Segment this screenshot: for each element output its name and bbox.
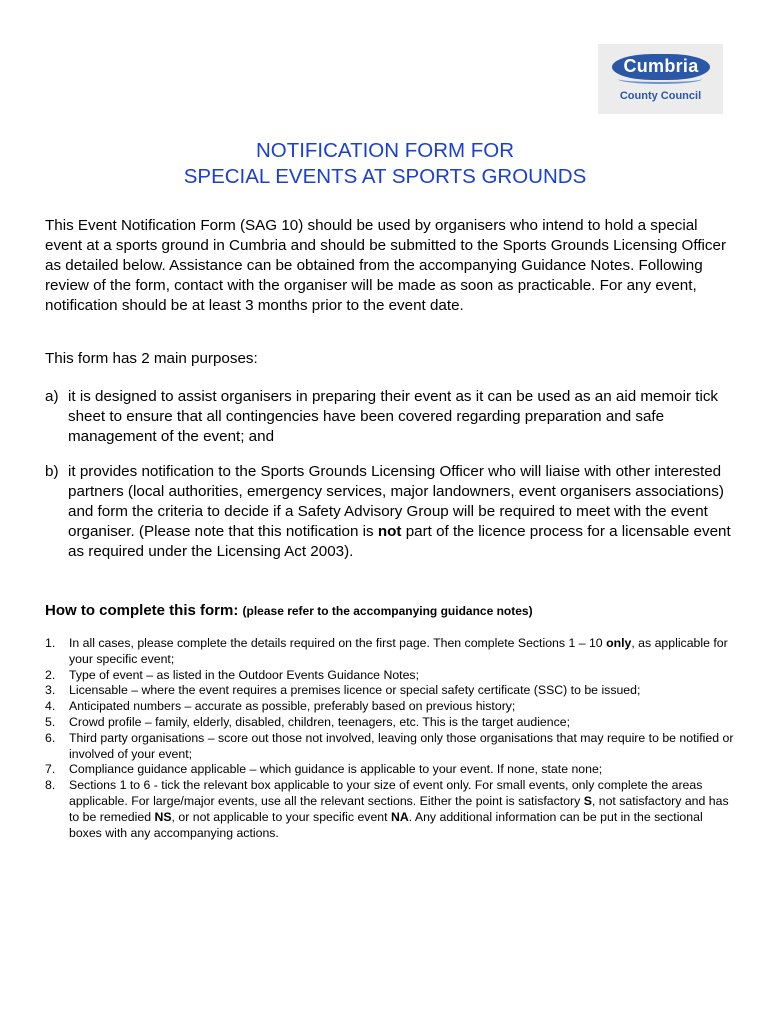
list-item-number: 3. — [45, 683, 56, 698]
form-title-line-2: SPECIAL EVENTS AT SPORTS GROUNDS — [183, 165, 587, 188]
list-item-text: Licensable – where the event requires a premises licence or special safety certificate (SSC) to be issued; — [69, 683, 641, 698]
list-item-text: Third party organisations – score out those not involved, leaving only those organisations that may require to be notified or involved of your event; — [69, 730, 734, 761]
list-item-number: 4. — [45, 699, 56, 714]
list-item-text: , or not applicable to your specific event — [171, 809, 391, 824]
list-item — [45, 683, 735, 699]
list-item-text: , as applicable for your specific event; — [69, 636, 728, 666]
list-item-text: In all cases, please complete the details required on the first page. Then complete Sections 1 – 10 — [69, 636, 607, 650]
logo-wave-icon — [618, 74, 702, 84]
list-item — [45, 668, 735, 684]
list-item-number: 8. — [45, 778, 56, 793]
purpose-b — [45, 462, 735, 562]
instruction-list — [45, 636, 735, 841]
purpose-b-text-before: it provides notification to the Sports Grounds Licensing Officer who will liaise with other interested partners (local authorities, emergency services, major landowners, event organisers associations) and form the criteria to decide if a Safety Advisory Group will be required to meet with the event organiser. (Please note that this notification is — [68, 463, 724, 540]
purpose-b-label: b) — [45, 463, 59, 480]
list-item-number: 7. — [45, 762, 56, 777]
list-item — [45, 762, 735, 778]
howto-heading — [45, 602, 533, 619]
list-item-bold: NS — [154, 809, 172, 824]
cumbria-county-council-logo — [598, 44, 723, 114]
list-item — [45, 636, 735, 668]
list-item — [45, 731, 735, 763]
purposes-heading: This form has 2 main purposes: — [45, 350, 258, 367]
list-item-text: Crowd profile – family, elderly, disabled, children, teenagers, etc. This is the target audience; — [69, 714, 571, 729]
purpose-a-label: a) — [45, 388, 59, 405]
list-item-bold: S — [583, 793, 592, 808]
list-item — [45, 715, 735, 731]
purpose-b-text-after: part of the licence process for a licensable event as required under the Licensing Act 2003). — [68, 523, 731, 560]
list-item-bold: only — [606, 636, 632, 650]
list-item-number: 6. — [45, 730, 56, 745]
purpose-a — [45, 387, 735, 447]
list-item-text: . Any additional information can be put in the sectional boxes with any accompanying actions. — [69, 809, 703, 840]
list-item-text: Compliance guidance applicable – which guidance is applicable to your event. If none, state none; — [69, 762, 603, 777]
list-item-number: 5. — [45, 714, 56, 729]
list-item — [45, 778, 735, 841]
list-item-text: , not satisfactory and has to be remedied — [69, 793, 729, 824]
logo-subtitle: County Council — [619, 90, 702, 102]
list-item-text: Type of event – as listed in the Outdoor Events Guidance Notes; — [69, 667, 419, 682]
purpose-b-text-bold: not — [377, 523, 402, 540]
list-item-text: Anticipated numbers – accurate as possible, preferably based on previous history; — [69, 699, 516, 714]
list-item-bold: NA — [390, 809, 409, 824]
logo-word: Cumbria — [623, 56, 699, 76]
intro-paragraph: This Event Notification Form (SAG 10) should be used by organisers who intend to hold a special event at a sports ground in Cumbria and should be submitted to the Sports Grounds Licensing Officer as detailed below. Assistance can be obtained from the accompanying Guidance Notes. Following review of the form, contact with the organiser will be made as soon as practicable. For any event, notification should be at least 3 months prior to the event date. — [45, 217, 727, 314]
list-item-number: 1. — [45, 636, 56, 650]
howto-note: (please refer to the accompanying guidance notes) — [242, 604, 533, 618]
list-item — [45, 699, 735, 715]
list-item-number: 2. — [45, 667, 56, 682]
purpose-a-text: it is designed to assist organisers in preparing their event as it can be used as an aid memoir tick sheet to ensure that all contingencies have been covered regarding preparation and safe management of the event; and — [68, 388, 719, 445]
howto-heading-text: How to complete this form: — [45, 602, 239, 619]
purpose-b-text — [68, 462, 735, 562]
list-item-text: Sections 1 to 6 - tick the relevant box applicable to your size of event only. For small events, only complete the areas applicable. For large/major events, use all the relevant sections. Either the point is satisfactory — [69, 778, 703, 808]
form-title-line-1: NOTIFICATION FORM FOR — [255, 139, 515, 162]
